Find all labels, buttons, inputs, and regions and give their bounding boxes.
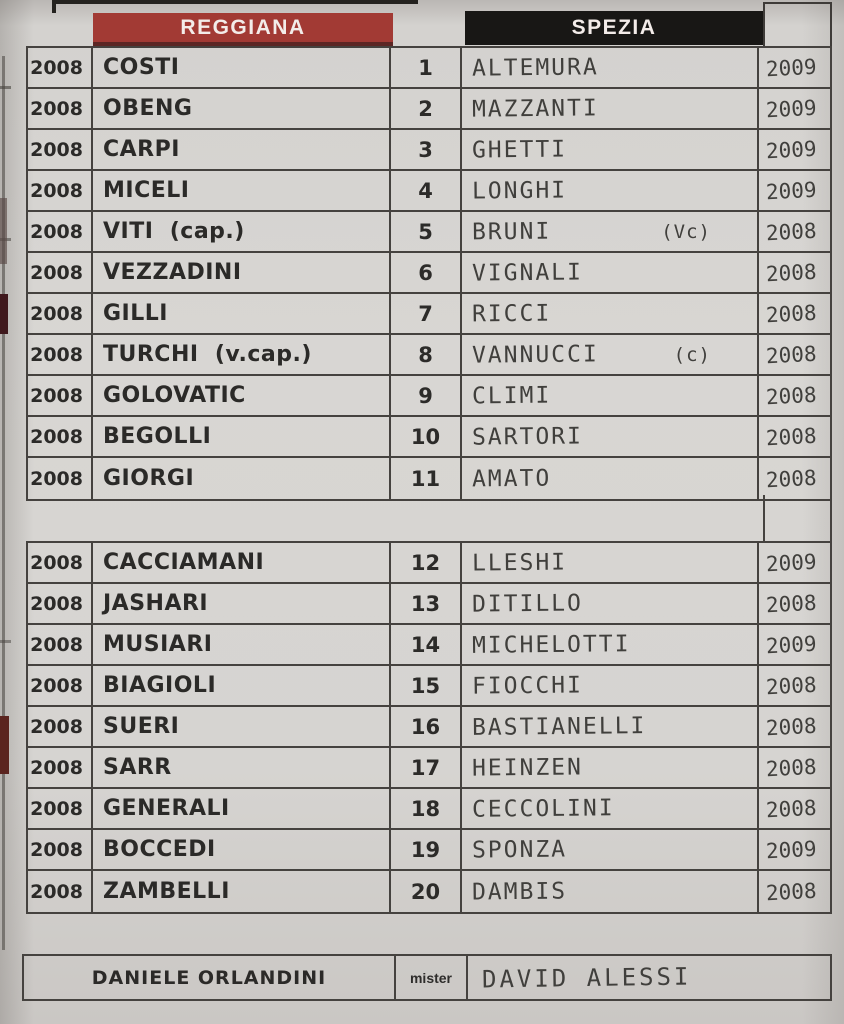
year-right-value: 2008 [765,465,818,492]
shirt-number-cell [391,294,462,333]
player-right-name: MAZZANTI [471,94,599,123]
shirt-number: 1 [418,55,433,80]
year-right-cell [759,584,824,623]
player-left-cell [93,625,391,664]
coaches-row [22,954,832,1001]
year-left-value: 2008 [30,56,83,79]
year-left-cell [28,417,93,456]
year-right-cell [759,130,824,169]
year-left-cell [28,871,93,912]
player-left-cell [93,830,391,869]
captain-note: (Vc) [661,220,711,243]
year-left-value: 2008 [30,261,83,284]
cutoff-left-edge-line [2,56,5,950]
team-right-band [465,11,763,45]
year-right-value: 2009 [765,54,818,81]
player-right-cell [462,871,759,912]
roster-row [28,871,830,912]
player-left-cell [93,748,391,787]
player-left-cell [93,458,391,499]
shirt-number-cell [391,171,462,210]
year-left-cell [28,335,93,374]
year-left-value: 2008 [30,674,83,697]
year-left-cell [28,789,93,828]
year-left-cell [28,458,93,499]
player-right-name: FIOCCHI [471,671,584,700]
year-left-value: 2008 [30,715,83,738]
player-right-cell [462,171,759,210]
year-left-value: 2008 [30,592,83,615]
player-left-name: TURCHI (v.cap.) [103,342,312,367]
year-right-value: 2008 [765,341,818,368]
player-right-cell [462,666,759,705]
player-left-name: GOLOVATIC [103,383,246,408]
player-right-cell [462,748,759,787]
player-left-name: SARR [103,755,172,780]
year-right-cell [759,48,824,87]
coach-left-cell [24,956,396,999]
player-left-name: GENERALI [103,796,230,821]
player-right-cell [462,89,759,128]
year-right-cell [759,871,824,912]
year-right-value: 2008 [765,878,818,905]
year-left-cell [28,48,93,87]
cutoff-maroon-block [0,294,8,334]
player-right-cell [462,294,759,333]
year-right-value: 2009 [765,631,818,658]
roster-row [28,171,830,212]
year-right-cell [759,335,824,374]
shirt-number-cell [391,458,462,499]
shirt-number: 5 [418,219,433,244]
player-right-name: GHETTI [471,136,568,163]
shirt-number: 20 [410,879,441,904]
roster-row [28,830,830,871]
shirt-number: 14 [410,632,441,657]
year-left-value: 2008 [30,838,83,861]
player-left-cell [93,171,391,210]
player-right-cell [462,48,759,87]
roster-row [28,458,830,499]
year-left-cell [28,625,93,664]
shirt-number-cell [391,543,462,582]
mister-label: mister [409,969,453,986]
year-left-value: 2008 [30,467,83,490]
year-left-cell [28,543,93,582]
coach-right-name: DAVID ALESSI [481,962,692,993]
year-left-cell [28,294,93,333]
team-left-name: REGGIANA [180,15,306,39]
player-right-cell [462,212,759,251]
year-right-value: 2009 [765,549,818,576]
roster-table-bench [26,541,832,914]
year-right-value: 2008 [765,672,818,699]
shirt-number: 7 [418,301,433,326]
roster-row [28,335,830,376]
player-right-name: VIGNALI [471,258,584,287]
shirt-number-cell [391,376,462,415]
year-column-gap-cell [763,495,832,543]
shirt-number: 16 [410,714,441,739]
roster-row [28,253,830,294]
year-right-value: 2008 [765,300,818,327]
player-right-name: ALTEMURA [471,53,599,82]
player-left-name: BIAGIOLI [103,673,217,698]
player-right-cell [462,830,759,869]
year-right-cell [759,625,824,664]
cutoff-box-top-stub [52,0,56,13]
player-left-cell [93,543,391,582]
year-right-cell [759,89,824,128]
shirt-number: 2 [418,96,433,121]
shirt-number: 10 [410,424,441,449]
player-right-name: AMATO [471,465,552,492]
year-left-cell [28,253,93,292]
shirt-number-cell [391,789,462,828]
roster-row [28,666,830,707]
player-right-name: SARTORI [471,422,584,451]
player-right-name: LLESHI [471,549,568,576]
cutoff-box-top-line [52,0,418,4]
player-right-cell [462,789,759,828]
coach-right-cell [468,956,830,999]
player-left-name: VITI (cap.) [103,219,245,244]
year-left-cell [28,212,93,251]
player-right-name: DITILLO [471,589,584,618]
player-left-name: CACCIAMANI [103,550,265,575]
year-left-value: 2008 [30,797,83,820]
player-left-name: BEGOLLI [103,424,212,449]
shirt-number: 11 [410,466,441,491]
roster-row [28,89,830,130]
year-right-cell [759,253,824,292]
photo-smudge [0,198,7,264]
year-right-cell [759,417,824,456]
year-left-cell [28,89,93,128]
year-right-value: 2009 [765,95,818,122]
player-left-name: GIORGI [103,466,195,491]
year-left-cell [28,376,93,415]
year-right-cell [759,171,824,210]
player-right-cell [462,584,759,623]
year-right-value: 2009 [765,177,818,204]
player-left-name: MICELI [103,178,190,203]
cutoff-left-stub [0,640,11,643]
year-right-value: 2008 [765,590,818,617]
year-right-value: 2008 [765,423,818,450]
roster-row [28,376,830,417]
year-left-cell [28,707,93,746]
year-right-value: 2008 [765,795,818,822]
player-left-name: JASHARI [103,591,209,616]
player-right-name: CECCOLINI [471,794,615,823]
shirt-number: 3 [418,137,433,162]
roster-table-starters [26,46,832,501]
year-left-value: 2008 [30,425,83,448]
year-left-value: 2008 [30,633,83,656]
player-right-cell [462,335,759,374]
year-right-value: 2009 [765,836,818,863]
year-left-value: 2008 [30,880,83,903]
year-left-cell [28,130,93,169]
player-right-name: MICHELOTTI [471,630,631,659]
player-left-cell [93,584,391,623]
player-right-cell [462,253,759,292]
year-right-value: 2008 [765,754,818,781]
shirt-number: 15 [410,673,441,698]
year-left-value: 2008 [30,756,83,779]
shirt-number-cell [391,89,462,128]
shirt-number-cell [391,130,462,169]
player-left-cell [93,89,391,128]
cutoff-left-stub [0,86,11,89]
player-left-cell [93,789,391,828]
player-left-cell [93,376,391,415]
player-left-cell [93,707,391,746]
player-left-cell [93,417,391,456]
shirt-number: 6 [418,260,433,285]
year-right-value: 2008 [765,713,818,740]
shirt-number-cell [391,830,462,869]
shirt-number-cell [391,335,462,374]
year-left-value: 2008 [30,551,83,574]
player-left-name: CARPI [103,137,180,162]
player-left-name: ZAMBELLI [103,879,230,904]
mister-label-cell [396,956,468,999]
player-left-name: BOCCEDI [103,837,216,862]
year-left-cell [28,666,93,705]
shirt-number-cell [391,707,462,746]
player-left-name: MUSIARI [103,632,213,657]
year-right-value: 2009 [765,136,818,163]
year-right-cell [759,212,824,251]
player-left-name: GILLI [103,301,168,326]
player-left-cell [93,871,391,912]
shirt-number: 4 [418,178,433,203]
player-right-cell [462,376,759,415]
year-right-cell [759,458,824,499]
team-right-name: SPEZIA [571,16,657,39]
shirt-number: 19 [410,837,441,862]
player-right-name: VANNUCCI [471,340,599,369]
shirt-number-cell [391,212,462,251]
player-left-cell [93,48,391,87]
year-right-value: 2008 [765,382,818,409]
roster-row [28,543,830,584]
year-left-cell [28,171,93,210]
year-right-cell [759,748,824,787]
player-right-cell [462,707,759,746]
shirt-number: 18 [410,796,441,821]
year-left-value: 2008 [30,343,83,366]
year-left-value: 2008 [30,179,83,202]
year-right-cell [759,543,824,582]
year-left-cell [28,830,93,869]
player-right-cell [462,543,759,582]
player-right-name: BRUNI [471,218,552,245]
roster-row [28,584,830,625]
player-right-cell [462,130,759,169]
shirt-number: 12 [410,550,441,575]
captain-note: (c) [673,343,711,366]
year-right-cell [759,294,824,333]
shirt-number: 17 [410,755,441,780]
year-right-value: 2008 [765,218,818,245]
roster-row [28,625,830,666]
player-right-cell [462,625,759,664]
player-left-cell [93,335,391,374]
shirt-number-cell [391,584,462,623]
player-right-name: BASTIANELLI [471,712,647,741]
roster-row [28,417,830,458]
year-right-value: 2008 [765,259,818,286]
player-left-cell [93,253,391,292]
year-right-cell [759,830,824,869]
shirt-number: 8 [418,342,433,367]
year-right-cell [759,707,824,746]
year-right-cell [759,376,824,415]
year-left-cell [28,584,93,623]
player-left-cell [93,212,391,251]
roster-row [28,294,830,335]
year-left-cell [28,748,93,787]
roster-row [28,130,830,171]
shirt-number-cell [391,253,462,292]
player-left-cell [93,130,391,169]
roster-row [28,707,830,748]
shirt-number-cell [391,417,462,456]
roster-row [28,212,830,253]
shirt-number-cell [391,625,462,664]
coach-left-name: DANIELE ORLANDINI [91,966,327,989]
player-right-name: LONGHI [471,177,568,204]
year-left-value: 2008 [30,97,83,120]
player-right-name: SPONZA [471,836,568,863]
cutoff-maroon-block [0,716,9,774]
year-right-cell [759,666,824,705]
player-right-name: DAMBIS [471,878,568,905]
player-left-name: VEZZADINI [103,260,242,285]
player-right-name: RICCI [471,300,552,327]
shirt-number-cell [391,666,462,705]
player-right-name: CLIMI [471,382,552,409]
shirt-number: 9 [418,383,433,408]
roster-row [28,748,830,789]
shirt-number: 13 [410,591,441,616]
year-right-cell [759,789,824,828]
year-left-value: 2008 [30,384,83,407]
shirt-number-cell [391,48,462,87]
roster-row [28,48,830,89]
year-left-value: 2008 [30,220,83,243]
player-left-name: OBENG [103,96,193,121]
player-right-name: HEINZEN [471,753,584,782]
player-left-cell [93,294,391,333]
player-left-name: SUERI [103,714,180,739]
player-left-name: COSTI [103,55,180,80]
year-left-value: 2008 [30,302,83,325]
shirt-number-cell [391,871,462,912]
team-left-band [93,13,393,46]
player-right-cell [462,458,759,499]
shirt-number-cell [391,748,462,787]
roster-row [28,789,830,830]
year-column-header-box [763,2,832,46]
year-left-value: 2008 [30,138,83,161]
player-right-cell [462,417,759,456]
player-left-cell [93,666,391,705]
